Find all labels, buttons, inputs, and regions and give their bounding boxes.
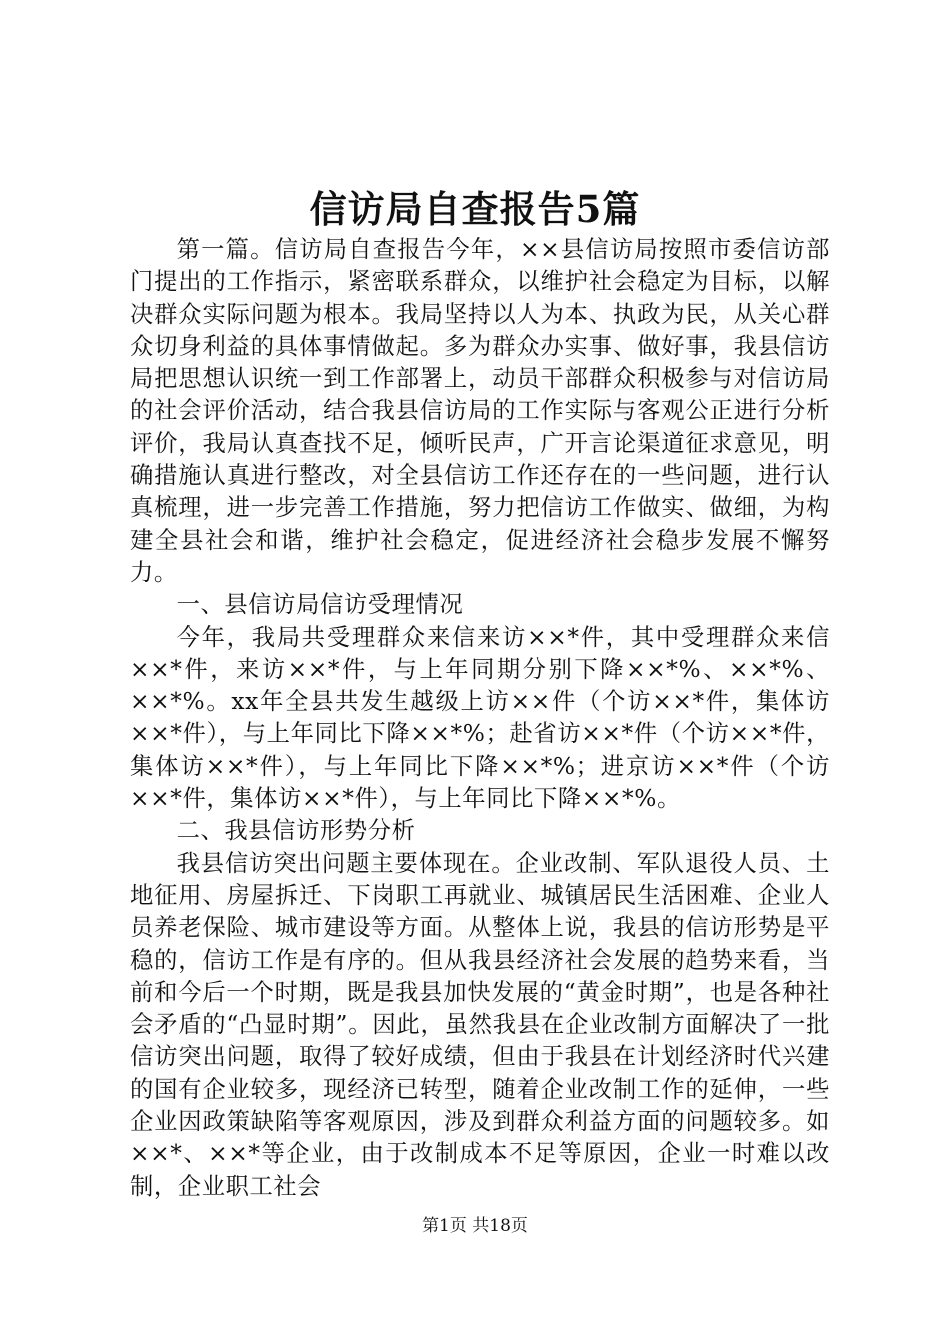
- document-body: [130, 234, 830, 1203]
- paragraph-section-2: 我县信访突出问题主要体现在。企业改制、军队退役人员、土地征用、房屋拆迁、下岗职工再就业、城镇居民生活困难、企业人员养老保险、城市建设等方面。从整体上说，我县的信访形势是平稳的，信访工作是有序的。但从我县经济社会发展的趋势来看，当前和今后一个时期，既是我县加快发展的“黄金时期”，也是各种社会矛盾的“凸显时期”。因此，虽然我县在企业改制方面解决了一批信访突出问题，取得了较好成绩，但由于我县在计划经济时代兴建的国有企业较多，现经济已转型，随着企业改制工作的延伸，一些企业因政策缺陷等客观原因，涉及到群众利益方面的问题较多。如××*、××*等企业，由于改制成本不足等原因，企业一时难以改制，企业职工社会: [130, 849, 830, 1200]
- document-title: 信访局自查报告5篇: [309, 187, 641, 231]
- section-heading-1: 一、县信访局信访受理情况: [176, 591, 464, 619]
- paragraph-section-1: 今年，我局共受理群众来信来访××*件，其中受理群众来信××*件，来访××*件，与上年同期分别下降××*%、××*%、××*%。xx年全县共发生越级上访××件（个访××*件，集体访××*件），与上年同比下降××*%；赴省访××*件（个访××*件，集体访××*件），与上年同比下降××*%；进京访××*件（个访××*件，集体访××*件），与上年同比下降××*%。: [130, 623, 830, 813]
- section-heading-2: 二、我县信访形势分析: [176, 817, 416, 845]
- paragraph-intro: 第一篇。信访局自查报告今年，××县信访局按照市委信访部门提出的工作指示，紧密联系群众，以维护社会稳定为目标，以解决群众实际问题为根本。我局坚持以人为本、执政为民，从关心群众切身利益的具体事情做起。多为群众办实事、做好事，我县信访局把思想认识统一到工作部署上，动员干部群众积极参与对信访局的社会评价活动，结合我县信访局的工作实际与客观公正进行分析评价，我局认真查找不足，倾听民声，广开言论渠道征求意见，明确措施认真进行整改，对全县信访工作还存在的一些问题，进行认真梳理，进一步完善工作措施，努力把信访工作做实、做细，为构建全县社会和谐，维护社会稳定，促进经济社会稳步发展不懈努力。: [130, 236, 830, 586]
- page-number: 第1页 共18页: [422, 1216, 528, 1236]
